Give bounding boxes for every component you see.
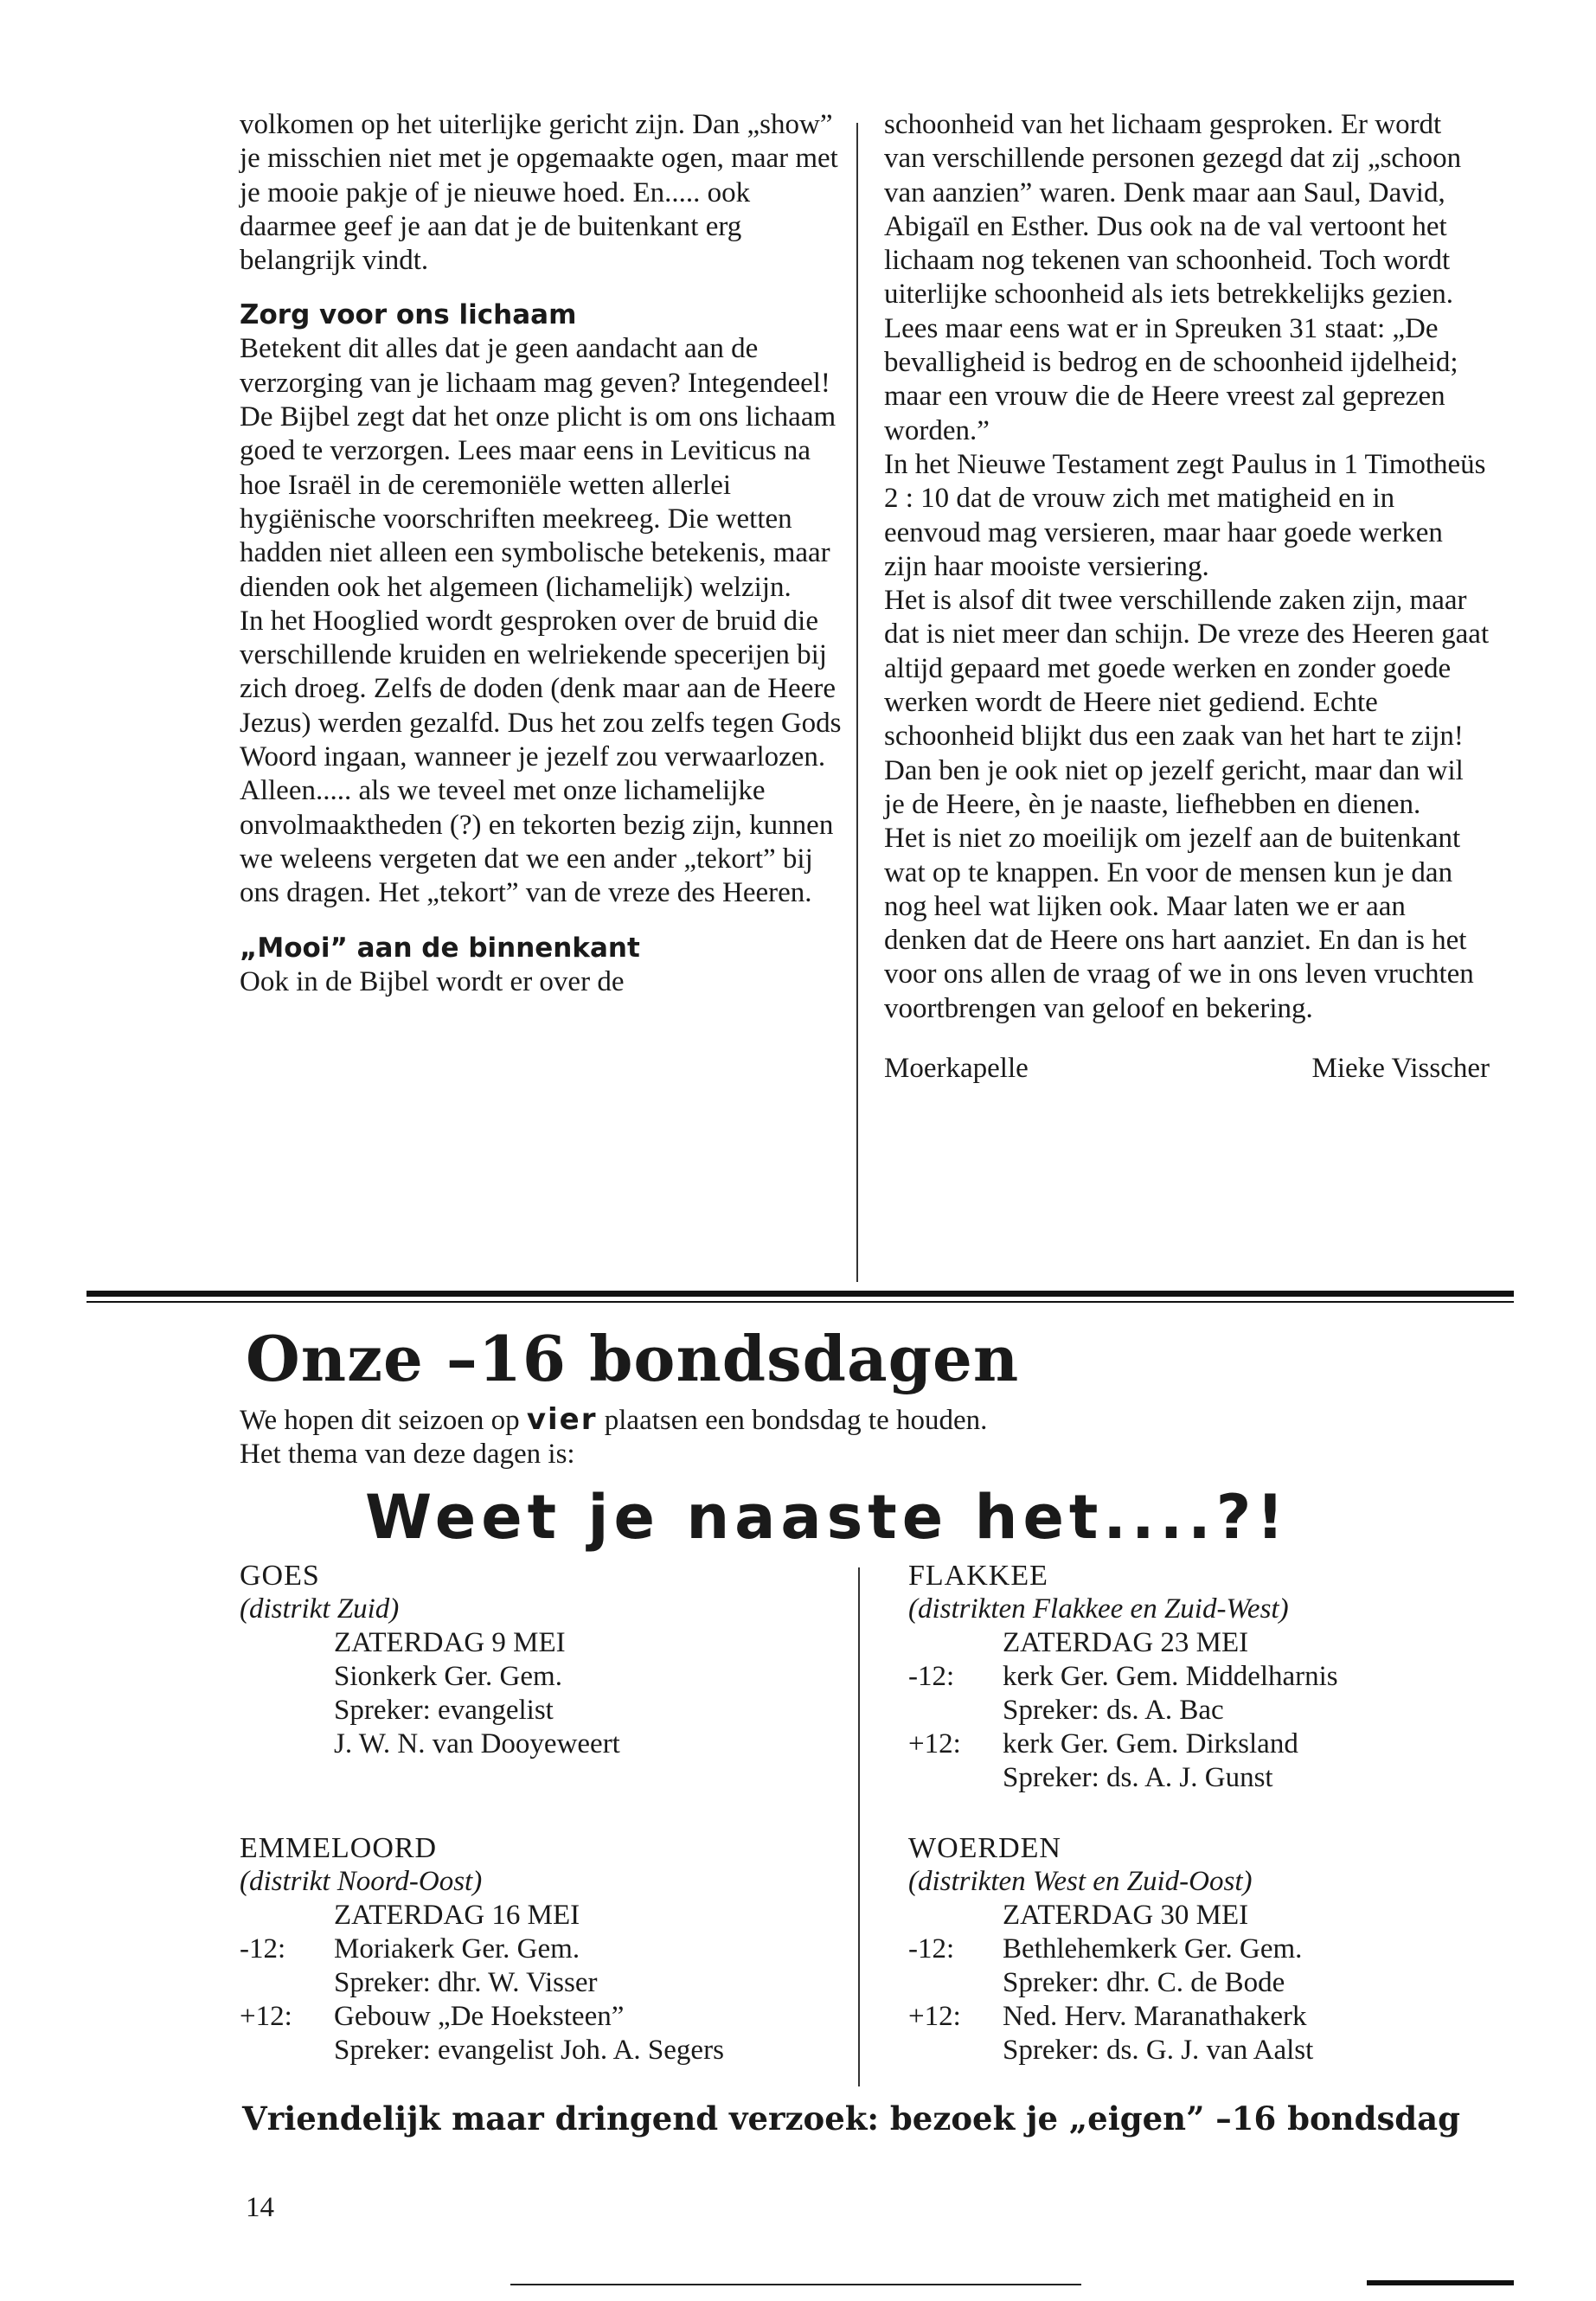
- event-goes: [240, 1559, 845, 1761]
- footer-rule-thick: [1367, 2280, 1514, 2285]
- event-age-label: [908, 2034, 1003, 2067]
- event-age-label: [240, 1966, 334, 2000]
- signature: [884, 1052, 1490, 1086]
- intro-emphasis: vier: [526, 1402, 598, 1437]
- paragraph: In het Hooglied wordt gesproken over de bruid die verschillende kruiden en welriekende specerijen bij zich droeg. Zelfs de doden (denk maar aan de Heere Jezus) werden gezalfd. Dus het zou zelfs tegen Gods Woord ingaan, wanneer je jezelf zou verwaarlozen.: [240, 605, 842, 773]
- spacer: [240, 911, 845, 932]
- paragraph: De Bijbel zegt dat het onze plicht is om ons lichaam goed te verzorgen. Lees maar eens in Leviticus na hoe Israël in de ceremoniële wetten allerlei hygiënische voorschriften meekreeg. Die wetten hadden niet alleen een symbolische betekenis, maar dienden ook het algemeen (lichamelijk) welzijn.: [240, 401, 836, 603]
- event-age-label: +12:: [908, 2001, 961, 2032]
- announcement-intro-line2: Het thema van deze dagen is:: [240, 1439, 575, 1470]
- event-detail-row: [240, 1660, 845, 1694]
- event-detail: J. W. N. van Dooyeweert: [334, 1728, 620, 1759]
- event-date-row: [240, 1626, 845, 1660]
- footer-rule-thin: [510, 2284, 1081, 2285]
- section-rule-thick: [87, 1291, 1514, 1297]
- event-detail-row: [908, 1694, 1514, 1727]
- event-location: WOERDEN: [908, 1832, 1061, 1864]
- event-woerden: [908, 1831, 1514, 2067]
- event-age-label: +12:: [908, 1728, 961, 1759]
- announcement-intro: [240, 1402, 987, 1438]
- column-divider: [856, 123, 858, 1282]
- event-age-label: [240, 1660, 334, 1694]
- event-detail-row: [240, 1966, 845, 2000]
- event-detail-row: [908, 1727, 1514, 1761]
- event-flakkee: [908, 1559, 1514, 1795]
- paragraph: In het Nieuwe Testament zegt Paulus in 1 Timotheüs 2 : 10 dat de vrouw zich met matigheid en in eenvoud mag versieren, maar haar goede werken zijn haar mooiste versiering.: [884, 448, 1486, 582]
- event-age-label: -12:: [240, 1933, 286, 1965]
- event-age-label: -12:: [908, 1661, 955, 1692]
- event-age-label: +12:: [240, 2001, 292, 2032]
- intro-text-after: plaatsen een bondsdag te houden.: [604, 1405, 988, 1436]
- event-detail: Spreker: ds. A. Bac: [1003, 1695, 1224, 1726]
- event-location: GOES: [240, 1560, 320, 1592]
- event-detail: Spreker: evangelist: [334, 1695, 554, 1726]
- signature-author: Mieke Visscher: [1311, 1053, 1490, 1085]
- event-detail: kerk Ger. Gem. Middelharnis: [1003, 1661, 1338, 1692]
- article-column-right-body: [884, 108, 1490, 1026]
- event-detail-row: [908, 2034, 1514, 2067]
- spacer: [884, 1026, 1490, 1052]
- event-age-label: [240, 1694, 334, 1727]
- event-detail-row: [908, 1761, 1514, 1795]
- announcement-title: Onze –16 bondsdagen: [246, 1322, 1020, 1395]
- announcement-theme: Weet je naaste het....?!: [365, 1482, 1290, 1553]
- event-district: (distrikt Zuid): [240, 1593, 400, 1625]
- event-location: EMMELOORD: [240, 1832, 438, 1864]
- section-heading: „Mooi” aan de binnenkant: [240, 932, 640, 964]
- paragraph: schoonheid van het lichaam gesproken. Er wordt van verschillende personen gezegd dat zij „schoon van aanzien” waren. Denk maar aan Saul, David, Abigaïl en Esther. Dus ook na de val vertoont het lichaam nog tekenen van schoonheid. Toch wordt uiterlijke schoonheid als iets betrekkelijks gezien. Lees maar eens wat er in Spreuken 31 staat: „De bevalligheid is bedrog en de schoonheid ijdelheid; maar een vrouw die de Heere vreest zal geprezen worden.”: [884, 109, 1462, 446]
- event-detail-row: [240, 2034, 845, 2067]
- spacer: [240, 278, 845, 298]
- event-detail: Spreker: ds. G. J. van Aalst: [1003, 2035, 1314, 2066]
- article-column-left: [240, 108, 845, 999]
- event-detail: Sionkerk Ger. Gem.: [334, 1661, 562, 1692]
- event-date-indent: [908, 1899, 1003, 1932]
- intro-text-before: We hopen dit seizoen op: [240, 1405, 520, 1436]
- event-age-label: -12:: [908, 1933, 955, 1965]
- event-date: ZATERDAG 30 MEI: [1003, 1900, 1249, 1931]
- event-detail-row: [240, 1694, 845, 1727]
- event-location: FLAKKEE: [908, 1560, 1048, 1592]
- paragraph: Ook in de Bijbel wordt er over de: [240, 965, 625, 997]
- paragraph: Alleen..... als we teveel met onze lichamelijke onvolmaaktheden (?) en tekorten bezig zijn, kunnen we weleens vergeten dat we een ander „tekort” bij ons dragen. Het „tekort” van de vreze des Heeren.: [240, 775, 834, 909]
- event-district: (distrikten Flakkee en Zuid-West): [908, 1593, 1289, 1625]
- event-detail-row: [908, 1660, 1514, 1694]
- paragraph: Betekent dit alles dat je geen aandacht aan de verzorging van je lichaam mag geven? Integendeel!: [240, 333, 830, 399]
- event-divider: [858, 1567, 860, 2086]
- event-detail-row: [240, 1932, 845, 1966]
- paragraph: Het is niet zo moeilijk om jezelf aan de buitenkant wat op te knappen. En voor de mensen kun je dan nog heel wat lijken ook. Maar laten we er aan denken dat de Heere ons hart aanziet. En dan is het voor ons allen de vraag of we in ons leven vruchten voortbrengen van geloof en bekering.: [884, 823, 1474, 1024]
- event-detail: Gebouw „De Hoeksteen”: [334, 2001, 625, 2032]
- closing-request: Vriendelijk maar dringend verzoek: bezoek je „eigen” –16 bondsdag: [242, 2099, 1460, 2138]
- event-age-label: [908, 1966, 1003, 2000]
- event-date-row: [908, 1899, 1514, 1932]
- event-detail: Ned. Herv. Maranathakerk: [1003, 2001, 1307, 2032]
- event-date-row: [240, 1899, 845, 1932]
- event-detail: kerk Ger. Gem. Dirksland: [1003, 1728, 1298, 1759]
- event-date: ZATERDAG 16 MEI: [334, 1900, 580, 1931]
- event-age-label: [240, 2034, 334, 2067]
- event-date-row: [908, 1626, 1514, 1660]
- event-detail: Bethlehemkerk Ger. Gem.: [1003, 1933, 1303, 1965]
- event-detail: Spreker: dhr. W. Visser: [334, 1967, 598, 1998]
- event-age-label: [908, 1761, 1003, 1795]
- page-number: 14: [246, 2192, 274, 2223]
- event-detail-row: [908, 2000, 1514, 2034]
- event-date: ZATERDAG 9 MEI: [334, 1627, 566, 1658]
- event-detail: Moriakerk Ger. Gem.: [334, 1933, 580, 1965]
- event-detail-row: [908, 1932, 1514, 1966]
- article-column-right: [884, 108, 1490, 1086]
- section-rule-thin: [87, 1301, 1514, 1303]
- event-date-indent: [240, 1626, 334, 1660]
- event-district: (distrikt Noord-Oost): [240, 1866, 483, 1897]
- event-detail: Spreker: evangelist Joh. A. Segers: [334, 2035, 724, 2066]
- event-detail-row: [240, 2000, 845, 2034]
- event-date: ZATERDAG 23 MEI: [1003, 1627, 1249, 1658]
- event-date-indent: [908, 1626, 1003, 1660]
- event-age-label: [240, 1727, 334, 1761]
- event-detail: Spreker: ds. A. J. Gunst: [1003, 1762, 1273, 1793]
- event-detail: Spreker: dhr. C. de Bode: [1003, 1967, 1285, 1998]
- event-district: (distrikten West en Zuid-Oost): [908, 1866, 1253, 1897]
- event-age-label: [908, 1694, 1003, 1727]
- event-date-indent: [240, 1899, 334, 1932]
- paragraph: Het is alsof dit twee verschillende zaken zijn, maar dat is niet meer dan schijn. De vreze des Heeren gaat altijd gepaard met goede werken en zonder goede werken wordt de Heere niet gediend. Echte schoonheid blijkt dus een zaak van het hart te zijn! Dan ben je ook niet op jezelf gericht, maar dan wil je de Heere, èn je naaste, liefhebben en dienen.: [884, 585, 1490, 820]
- event-detail-row: [908, 1966, 1514, 2000]
- event-detail-row: [240, 1727, 845, 1761]
- event-emmeloord: [240, 1831, 845, 2067]
- section-heading: Zorg voor ons lichaam: [240, 299, 577, 331]
- signature-place: Moerkapelle: [884, 1053, 1029, 1085]
- paragraph: volkomen op het uiterlijke gericht zijn. Dan „show” je misschien niet met je opgemaakte ogen, maar met je mooie pakje of je nieuwe hoed. En..... ook daarmee geef je aan dat je de buitenkant erg belangrijk vindt.: [240, 109, 838, 277]
